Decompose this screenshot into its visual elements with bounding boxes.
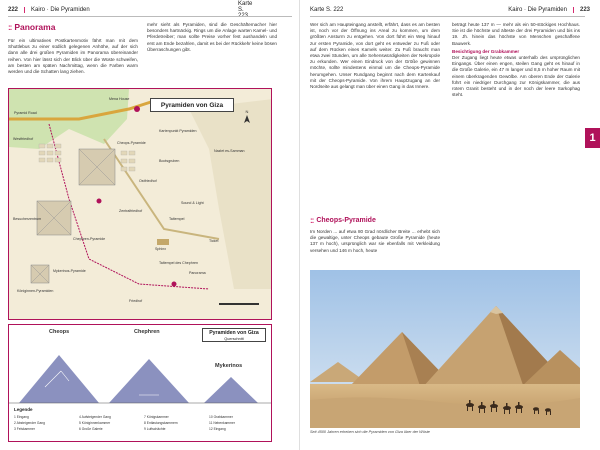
- right-col2: [452, 22, 580, 266]
- map-label: Taltempel: [169, 217, 185, 221]
- right-page-number: 223: [579, 7, 590, 13]
- right-running-head: [310, 5, 590, 15]
- panorama-text: Für ein ultimatives Postkartenmotiv fährt man mit dem Shuttlebus zu einer südlich gelegenen Anhöhe, auf der sich dann alle drei großen Pyramiden im Panorama übereinander reihen. Von hier lässt sich der Blick über die Wüste schweifen, am besten am späten Nachmittag, wenn die Farben warm werden und die Schatten lang ziehen.: [8, 38, 138, 75]
- legend-item: 5 Königinnenkammer: [79, 421, 111, 425]
- giza-map: [8, 88, 272, 320]
- legend-item: 12 Eingang: [209, 427, 226, 431]
- pyramid-cross-section: [8, 324, 272, 442]
- right-col2-text: beträgt heute 137 m — mehr als ein 50-stöckiges Hochhaus. Sie ist die höchste und älteste der drei Pyramiden und bis ins 19. Jh. hinein das höchste von Menschen geschaffene Bauwerk.: [452, 22, 580, 46]
- map-marker-icon: [172, 282, 177, 287]
- map-marker-icon: [97, 199, 102, 204]
- map-scale: [219, 303, 259, 305]
- section-dots-icon: ::: [8, 22, 12, 32]
- map-label: Chephren-Pyramide: [73, 237, 106, 241]
- legend-item: 4 Aufsteigender Gang: [79, 415, 111, 419]
- chapter-tab: 1: [585, 128, 600, 148]
- map-label: Friedhof: [129, 299, 143, 303]
- legend-item: 10 Grabkammer: [209, 415, 233, 419]
- sphinx-marker: [157, 239, 169, 245]
- map-label: Mena House: [109, 97, 130, 101]
- pyramids-photo: [310, 270, 580, 428]
- map-label: Sphinx: [155, 247, 166, 251]
- map-label: Sound & Light: [181, 201, 204, 205]
- right-col1-text: Wer sich am Haupteingang anstellt, erfährt, dass es am besten ist, noch vor der Öffnung ins Areal zu kommen, um dem größten Ansturm zu entgehen. Von dort führt ein Weg hinauf zur ersten Pyramide, von dort geht es entweder zu Fuß oder auf dem Rücken eines Kamels weiter. Zu Fuß braucht man etwa zwei Stunden, um alle Sehenswürdigkeiten der Nekropole zu erkunden. Wer einen Eindruck von der Größe gewinnen möchte, sollte mindestens einmal um die Cheops-Pyramide herumgehen. Unser Rundgang beginnt nach dem Kartenkauf mit der Cheops-Pyramide. Von ihrem Hauptzugang an der Nordseite aus gelangt man über einen Gang in das Innere.: [310, 22, 440, 90]
- map-label: Besucherzentrum: [13, 217, 42, 221]
- legend-item: 9 Luftschächte: [144, 427, 166, 431]
- legend-item: 1 Eingang: [14, 415, 29, 419]
- svg-text:N: N: [245, 109, 249, 114]
- map-label: Königinnen-Pyramiden: [17, 289, 54, 293]
- legend-item: 6 Große Galerie: [79, 427, 103, 431]
- map-label: Ostfriedhof: [139, 179, 157, 183]
- map-label: Mykerinos-Pyramide: [53, 269, 86, 273]
- mykerinos-label: Mykerinos: [215, 363, 243, 369]
- photo-caption: Seit 4500 Jahren erheben sich die Pyramiden von Giza über der Wüste: [310, 430, 430, 434]
- giza-map-svg: [9, 89, 272, 320]
- map-label: Bootsgruben: [159, 159, 180, 163]
- legend-title: Legende: [14, 407, 33, 412]
- map-label: Westfriedhof: [13, 137, 34, 141]
- panorama-title: :: Panorama: [8, 22, 56, 32]
- legend-item: 11 Nebenkammer: [209, 421, 235, 425]
- right-running-head-ref: Karte S. 222: [310, 7, 344, 13]
- map-marker-icon: [134, 106, 140, 112]
- cheops-section: [310, 216, 440, 269]
- chephren-label: Chephren: [134, 329, 160, 335]
- map-label: Zentralfriedhof: [119, 209, 143, 213]
- right-col2-text2: Der Zugang liegt heute etwas unterhalb des ursprünglichen Eingangs. Über einen engen, steilen Gang geht es hinauf in die Große Galerie, ein 47 m langer und 8,5 m hoher Raum mit einem überkragenden Gewölbe. Am oberen Ende der Galerie führt ein niedriger Durchgang zur Königskammer, die aus rotem Granit besteht und in der noch der leere Sarkophag steht.: [452, 55, 580, 98]
- mykerinos-section: [204, 377, 258, 403]
- pyramids-photo-svg: [310, 270, 580, 428]
- legend-item: 2 Absteigender Gang: [14, 421, 45, 425]
- map-label: Taltempel des Chephren: [159, 261, 198, 265]
- cheops-section-title: :: Cheops-Pyramide: [310, 216, 376, 225]
- cheops-section-text: Im Norden ... auf etwa 80 Grad nördlicher Breite ... erhebt sich die gewaltige, unter Cheops gebaute Große Pyramide (heute 137 m hoch), ursprünglich war sie ebenfalls mit Verkleidung versehen und 146 m hoch, heute: [310, 229, 440, 253]
- chephren-section: [109, 359, 189, 403]
- right-running-head-title: Kairo · Die Pyramiden: [508, 7, 567, 13]
- legend-item: 8 Entlastungskammern: [144, 421, 178, 425]
- left-running-head-ref: Karte S.: [238, 1, 253, 13]
- map-title-badge: Pyramiden von Giza: [150, 98, 234, 112]
- map-label: Kartenpunkt Pyramiden: [159, 129, 197, 133]
- left-running-head: [8, 1, 253, 15]
- panorama-section: [8, 22, 138, 78]
- grabkammer-highlight: Besichtigung der Grabkammer: [452, 48, 520, 54]
- cheops-section: [19, 355, 99, 403]
- left-running-head-title: Kairo · Die Pyramiden: [31, 7, 90, 13]
- map-label: Ticket: [209, 239, 219, 243]
- map-label: Panorama: [189, 271, 206, 275]
- left-col2-text: mehr sieht als Pyramiden, sind die Geschäftemacher hier besonders hartnäckig. Rings um die Anlage warten Kamel- und Pferdetreiber; man sollte Preise vorher fest aushandeln und erst am Ende bezahlen, damit es bei der Rückkehr keine bösen Überraschungen gibt.: [147, 22, 277, 52]
- map-label: Pyramid Road: [14, 111, 37, 115]
- cheops-label: Cheops: [49, 329, 70, 335]
- diagram-title-badge: Pyramiden von Giza Querschnitt: [202, 328, 266, 342]
- map-label: Cheops-Pyramide: [117, 141, 146, 145]
- section-dots-icon: ::: [310, 216, 314, 225]
- legend-item: 7 Königskammer: [144, 415, 169, 419]
- map-label: Nazlet es-Samman: [214, 149, 245, 153]
- legend-item: 3 Felskammer: [14, 427, 35, 431]
- left-page-number: 222: [8, 7, 19, 13]
